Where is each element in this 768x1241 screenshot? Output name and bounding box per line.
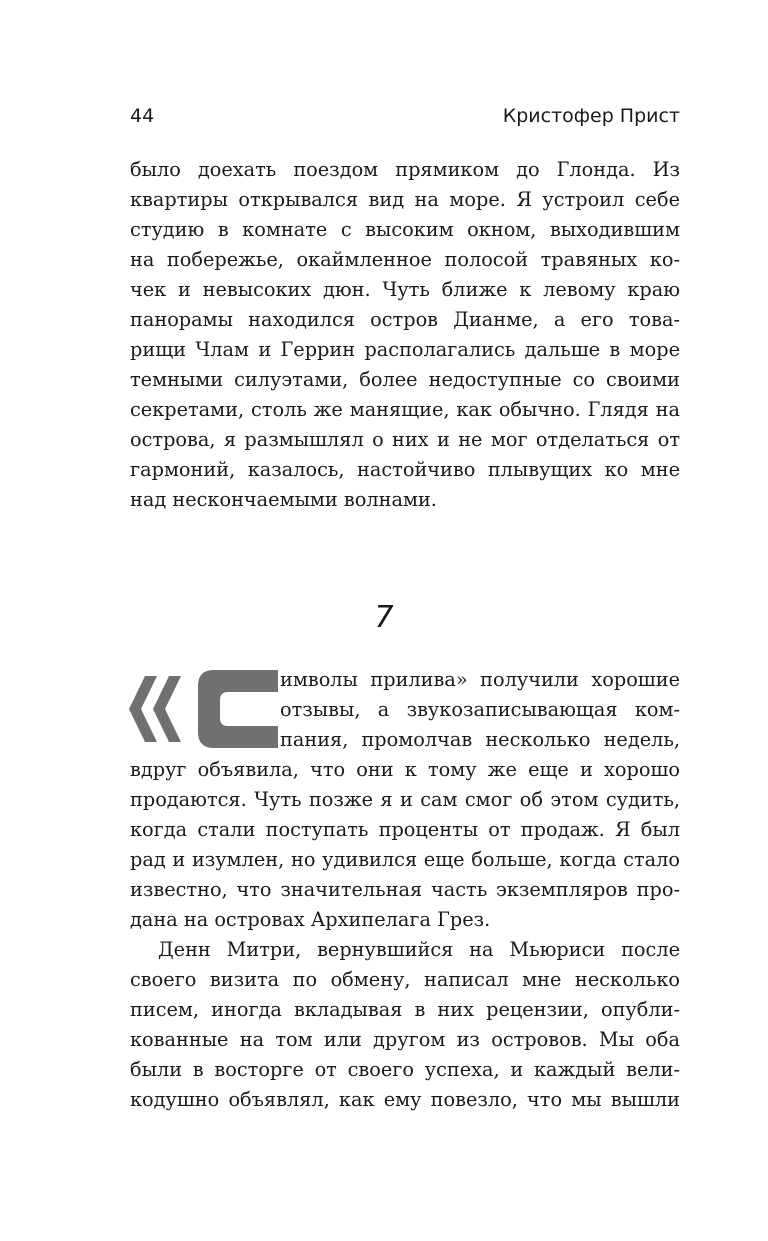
dropcap-guillemet-icon — [129, 676, 181, 742]
dropcap-letter-c-icon — [198, 670, 278, 748]
text-line: дана на островах Архипелага Грез. — [130, 908, 491, 931]
text-line: вдруг объявила, что они к тому же еще и хорошо — [130, 758, 680, 781]
text-line: секретами, столь же манящие, как обычно. Глядя на — [130, 398, 680, 421]
page-number: 44 — [130, 105, 155, 127]
text-line: отзывы, а звукозаписывающая ком- — [280, 698, 680, 721]
text-line: было доехать поездом прямиком до Глонда. Из — [130, 158, 680, 181]
text-line: острова, я размышлял о них и не мог отделаться от — [130, 428, 680, 451]
text-line: своего визита по обмену, написал мне несколько — [130, 968, 680, 991]
text-line: когда стали поступать проценты от продаж. Я был — [130, 818, 680, 841]
dropcap-initial — [128, 670, 278, 748]
text-line: рад и изумлен, но удивился еще больше, когда стало — [130, 848, 680, 871]
page-header — [130, 101, 680, 131]
text-line: над нескончаемыми волнами. — [130, 488, 437, 511]
text-line: писем, иногда вкладывая в них рецензии, опубли- — [130, 998, 680, 1021]
text-line: пания, промолчав несколько недель, — [280, 728, 680, 751]
text-line: кованные на том или другом из островов. Мы оба — [130, 1028, 680, 1051]
text-line: известно, что значительная часть экземпляров про- — [130, 878, 680, 901]
text-line: кодушно объявлял, как ему повезло, что мы вышли — [130, 1088, 680, 1111]
chapter-number: 7 — [374, 600, 394, 635]
text-line: студию в комнате с высоким окном, выходившим — [130, 218, 680, 241]
text-line: на побережье, окаймленное полосой травяных ко- — [130, 248, 680, 271]
text-line: Денн Митри, вернувшийся на Мьюриси после — [158, 938, 680, 961]
text-line: продаются. Чуть позже я и сам смог об этом судить, — [130, 788, 680, 811]
text-line: имволы прилива» получили хорошие — [280, 668, 680, 691]
text-line: квартиры открывался вид на море. Я устроил себе — [130, 188, 680, 211]
text-line: рищи Члам и Геррин располагались дальше в море — [130, 338, 680, 361]
text-line: темными силуэтами, более недоступные со своими — [130, 368, 680, 391]
text-line: панорамы находился остров Дианме, а его това- — [130, 308, 680, 331]
text-line: гармоний, казалось, настойчиво плывущих ко мне — [130, 458, 680, 481]
text-line: были в восторге от своего успеха, и каждый вели- — [130, 1058, 680, 1081]
running-head-author: Кристофер Прист — [502, 105, 680, 127]
text-line: чек и невысоких дюн. Чуть ближе к левому краю — [130, 278, 680, 301]
